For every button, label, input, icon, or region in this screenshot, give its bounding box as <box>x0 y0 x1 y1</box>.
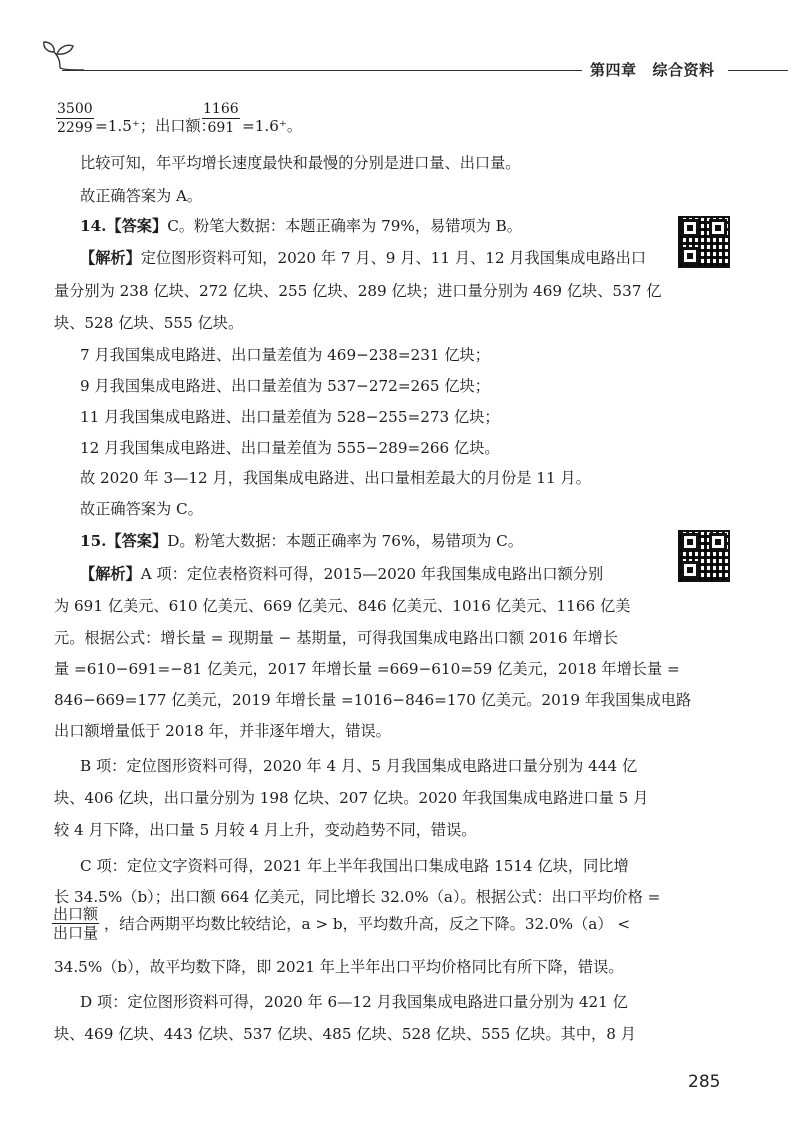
answer-label: 14.【答案】 <box>80 217 168 235</box>
body-line: 7 月我国集成电路进、出口量差值为 469−238=231 亿块； <box>80 346 490 364</box>
answer-text: C。粉笔大数据：本题正确率为 79%，易错项为 B。 <box>167 217 522 235</box>
fraction-numerator: 3500 <box>57 101 93 117</box>
analysis-text: A 项：定位表格资料可得，2015—2020 年我国集成电路出口额分别 <box>140 565 604 583</box>
fraction-denominator: 2299 <box>57 120 93 136</box>
answer-label: 15.【答案】 <box>80 532 168 550</box>
analysis-text: 定位图形资料可知，2020 年 7 月、9 月、11 月、12 月我国集成电路出口 <box>140 249 647 267</box>
fraction-denominator: 出口量 <box>53 924 99 942</box>
body-line: 11 月我国集成电路进、出口量差值为 528−255=273 亿块； <box>80 408 500 426</box>
fraction-price <box>52 905 99 942</box>
body-line: 比较可知，年平均增长速度最快和最慢的分别是进口量、出口量。 <box>80 154 521 172</box>
header-rule-right <box>728 70 788 71</box>
body-line: 量分别为 238 亿块、272 亿块、255 亿块、289 亿块；进口量分别为 469 亿块、537 亿 <box>54 282 662 300</box>
analysis-line-14 <box>80 248 646 268</box>
section-label: 综合资料 <box>652 61 715 79</box>
body-line: 块、406 亿块，出口量分别为 198 亿块、207 亿块。2020 年我国集成电路进口量 5 月 <box>54 789 649 807</box>
analysis-line-15 <box>80 564 603 584</box>
body-line: 9 月我国集成电路进、出口量差值为 537−272=265 亿块； <box>80 377 490 395</box>
fraction-result: =1.6⁺。 <box>242 117 303 135</box>
answer-line-14 <box>80 216 522 236</box>
chapter-label: 第四章 <box>590 61 637 79</box>
analysis-label: 【解析】 <box>80 249 141 267</box>
fraction-import <box>56 100 94 137</box>
body-line: 34.5%（b），故平均数下降，即 2021 年上半年出口平均价格同比有所下降，错误。 <box>54 958 624 976</box>
body-line: B 项：定位图形资料可得，2020 年 4 月、5 月我国集成电路进口量分别为 444 亿 <box>80 757 638 775</box>
body-line: ，结合两期平均数比较结论，a > b，平均数升高，反之下降。32.0%（a） < <box>104 915 631 933</box>
page-number: 285 <box>688 1072 721 1092</box>
answer-line-15 <box>80 531 523 551</box>
fraction-export <box>202 100 240 137</box>
analysis-label: 【解析】 <box>80 565 141 583</box>
body-line: 故正确答案为 A。 <box>80 187 203 205</box>
fraction-result: =1.5⁺；出口额： <box>95 117 216 135</box>
body-line: 块、528 亿块、555 亿块。 <box>54 314 244 332</box>
body-line: 故正确答案为 C。 <box>80 500 203 518</box>
body-line: 12 月我国集成电路进、出口量差值为 555−289=266 亿块。 <box>80 439 500 457</box>
answer-text: D。粉笔大数据：本题正确率为 76%，易错项为 C。 <box>167 532 523 550</box>
body-line: 元。根据公式：增长量 = 现期量 − 基期量，可得我国集成电路出口额 2016 年增长 <box>54 629 618 647</box>
body-line: 846−669=177 亿美元，2019 年增长量 =1016−846=170 亿美元。2019 年我国集成电路 <box>54 691 692 709</box>
sprout-logo-icon <box>40 38 84 72</box>
qr-code-icon[interactable] <box>678 216 730 268</box>
body-line: 出口额增量低于 2018 年，并非逐年增大，错误。 <box>54 722 391 740</box>
body-line: 为 691 亿美元、610 亿美元、669 亿美元、846 亿美元、1016 亿美元、1166 亿美 <box>54 597 631 615</box>
body-line: 故 2020 年 3—12 月，我国集成电路进、出口量相差最大的月份是 11 月。 <box>80 469 591 487</box>
body-line: 较 4 月下降，出口量 5 月较 4 月上升，变动趋势不同，错误。 <box>54 821 477 839</box>
body-line: D 项：定位图形资料可得，2020 年 6—12 月我国集成电路进口量分别为 421 亿 <box>80 993 628 1011</box>
fraction-numerator: 出口额 <box>53 905 99 923</box>
body-line: 量 =610−691=−81 亿美元，2017 年增长量 =669−610=59 亿美元，2018 年增长量 = <box>54 660 680 678</box>
fraction-numerator: 1166 <box>203 101 239 117</box>
body-line: C 项：定位文字资料可得，2021 年上半年我国出口集成电路 1514 亿块，同比增 <box>80 857 629 875</box>
header-rule-left <box>62 70 582 71</box>
body-line: 长 34.5%（b）；出口额 664 亿美元，同比增长 32.0%（a）。根据公式：出口平均价格 = <box>54 888 661 906</box>
body-line: 块、469 亿块、443 亿块、537 亿块、485 亿块、528 亿块、555 亿块。其中，8 月 <box>54 1025 636 1043</box>
fraction-denominator: 691 <box>207 120 235 136</box>
running-header <box>590 59 731 80</box>
qr-code-icon[interactable] <box>678 530 730 582</box>
